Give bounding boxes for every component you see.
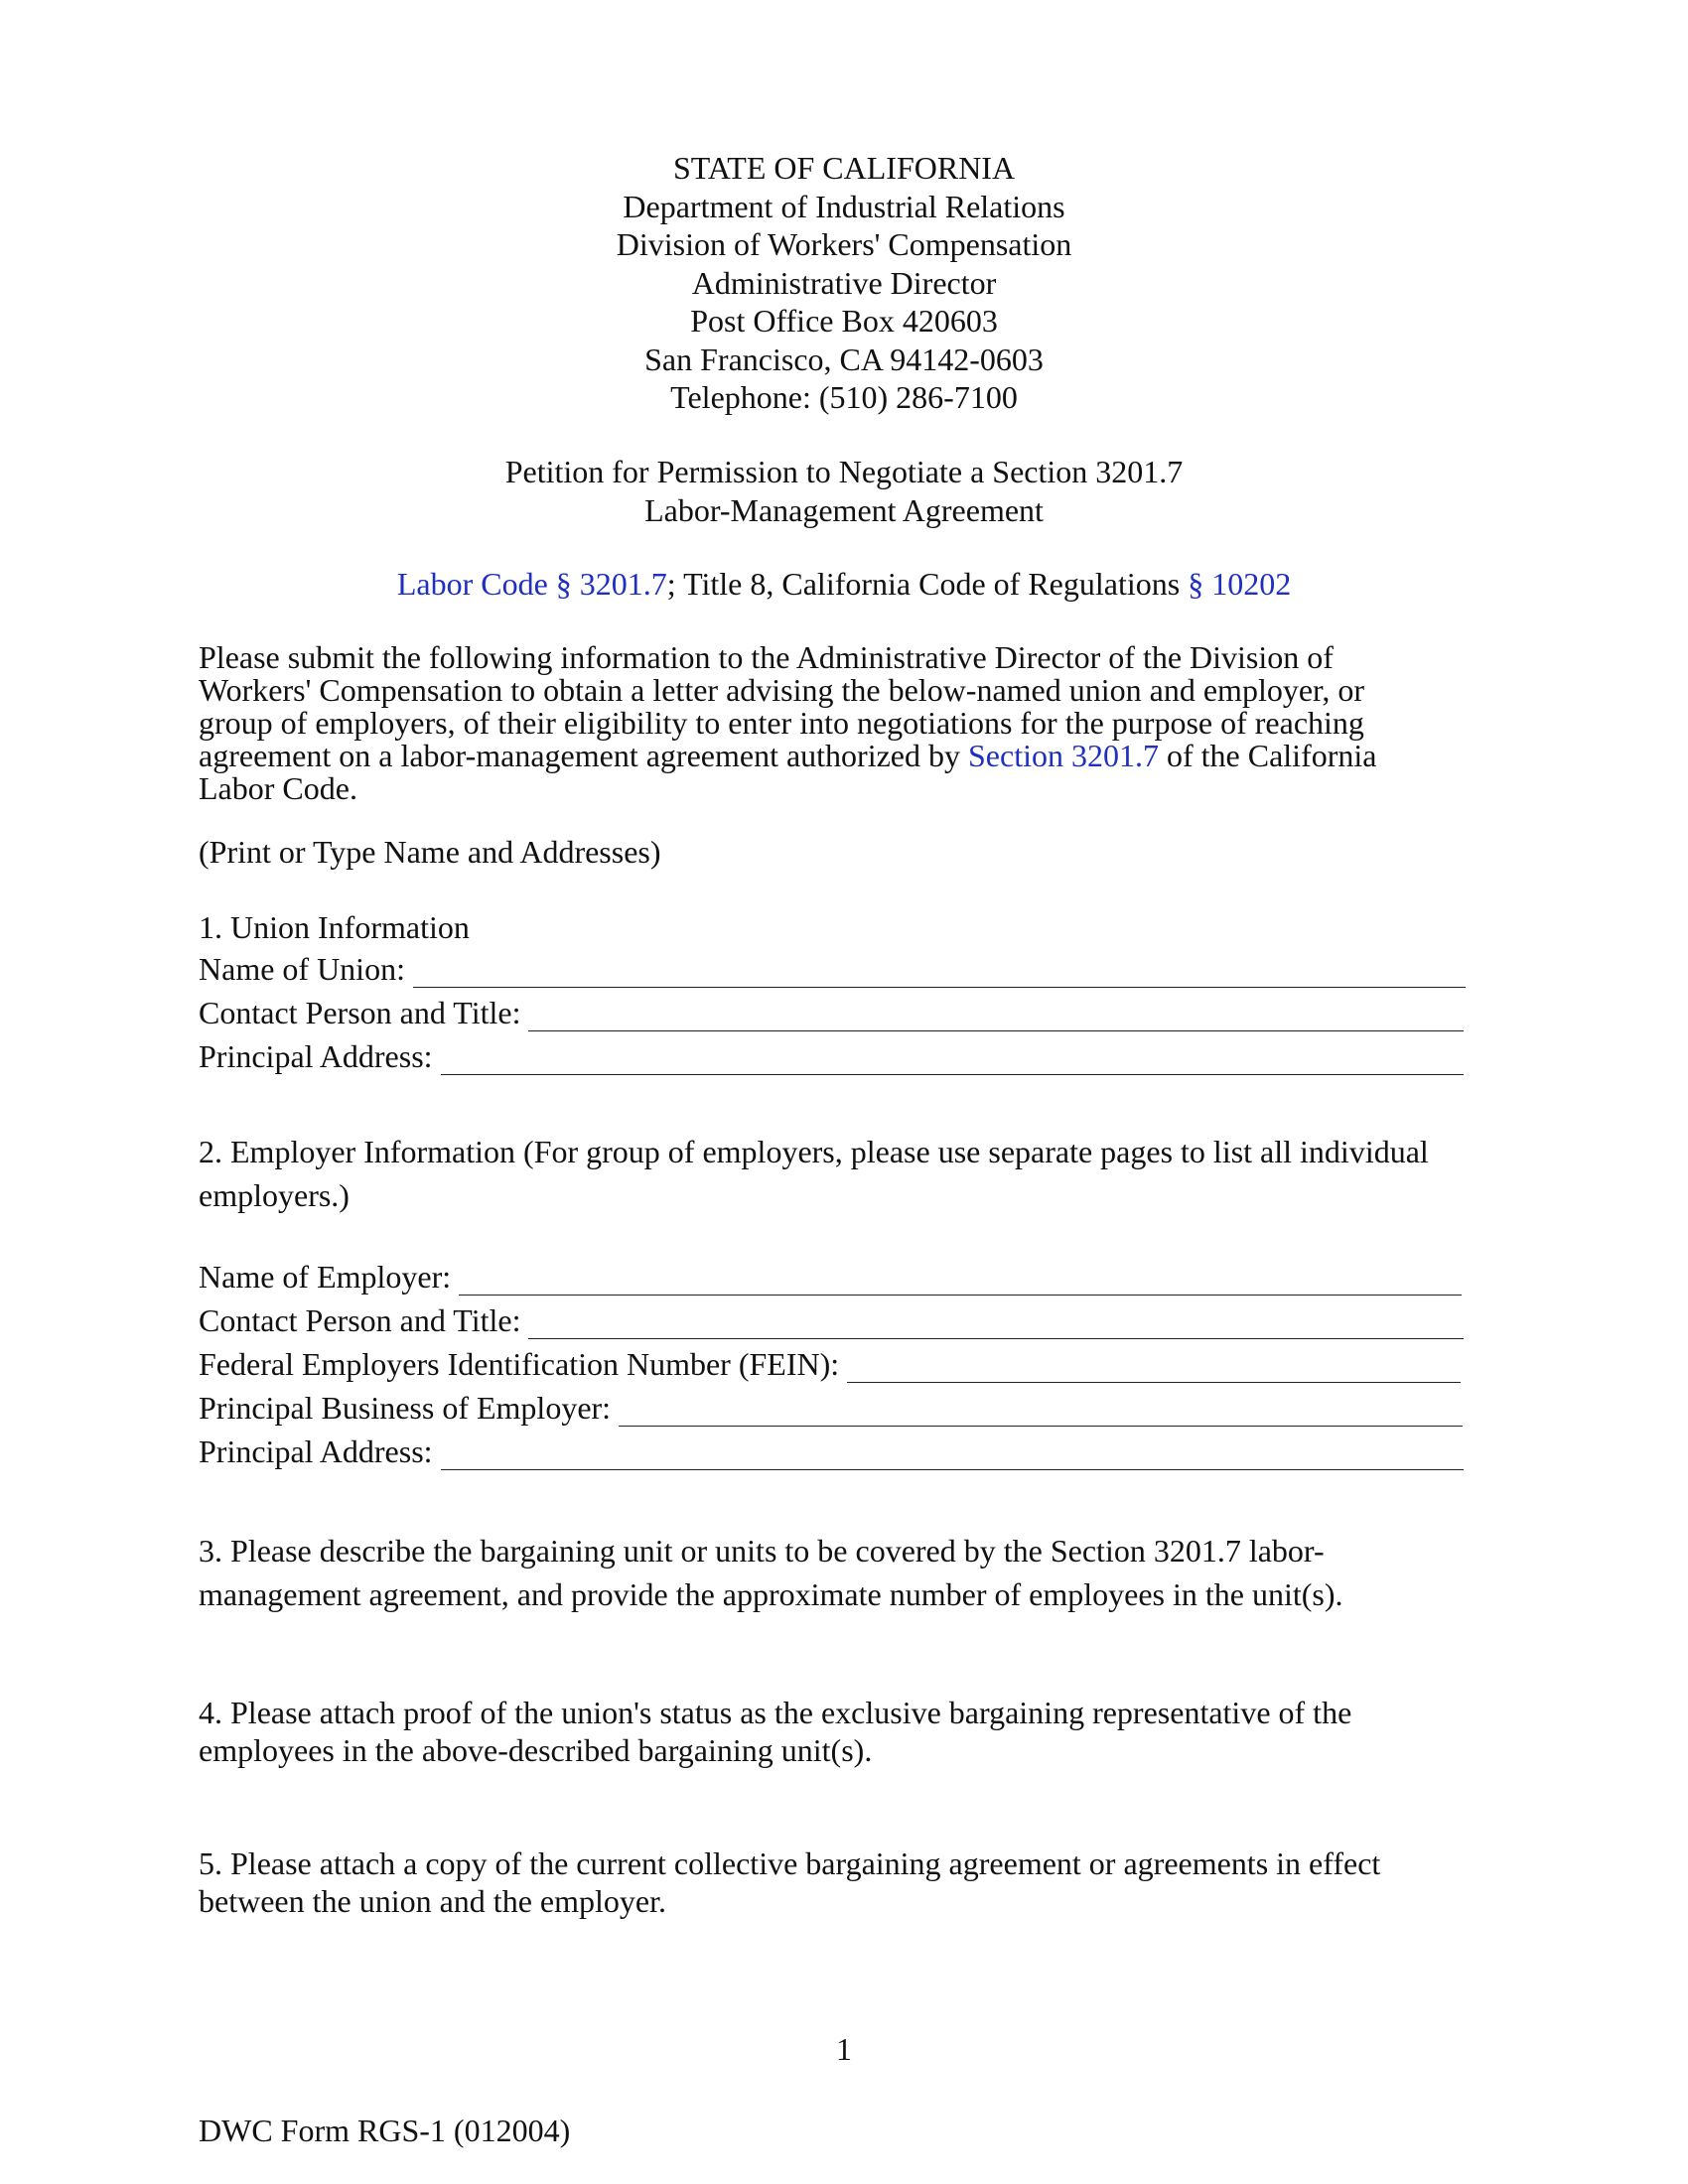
item-3-line-1: 3. Please describe the bargaining unit or units to be covered by the Section 3201.7 labor- <box>199 1533 1325 1569</box>
intro-line-3: group of employers, of their eligibility to enter into negotiations for the purpose of reaching <box>199 705 1364 741</box>
employer-fein-row <box>199 1346 1461 1383</box>
intro-line-5: Labor Code. <box>199 770 357 806</box>
union-name-row <box>199 951 1466 988</box>
print-note: (Print or Type Name and Addresses) <box>199 834 661 870</box>
item-5-paragraph <box>199 1844 1380 1920</box>
union-contact-field[interactable] <box>528 1001 1464 1031</box>
labor-code-link[interactable]: Labor Code § 3201.7 <box>396 566 667 602</box>
employer-heading-line-2: employers.) <box>199 1177 350 1213</box>
item-5-line-2: between the union and the employer. <box>199 1883 666 1919</box>
employer-business-row <box>199 1390 1463 1427</box>
union-name-field[interactable] <box>413 957 1466 988</box>
employer-heading-line-1: 2. Employer Information (For group of employers, please use separate pages to list all individual <box>199 1134 1429 1169</box>
intro-line-4 <box>199 740 1489 772</box>
item-4-line-1: 4. Please attach proof of the union's status as the exclusive bargaining representative of the <box>199 1695 1352 1730</box>
union-address-field[interactable] <box>441 1044 1464 1075</box>
regulation-10202-link[interactable]: § 10202 <box>1188 566 1292 602</box>
employer-address-field[interactable] <box>441 1439 1464 1470</box>
union-contact-row <box>199 995 1464 1031</box>
employer-contact-field[interactable] <box>528 1308 1464 1339</box>
header-line-po-box: Post Office Box 420603 <box>690 303 998 339</box>
employer-address-row <box>199 1433 1464 1470</box>
header-line-city: San Francisco, CA 94142-0603 <box>644 341 1044 377</box>
intro-line-4-text: agreement on a labor-management agreement authorized by <box>199 738 968 773</box>
petition-title <box>0 453 1688 530</box>
intro-line-4-tail: of the California <box>1158 738 1377 773</box>
employer-address-label: Principal Address: <box>199 1433 433 1469</box>
employer-fein-field[interactable] <box>847 1352 1461 1383</box>
employer-contact-row <box>199 1302 1464 1339</box>
employer-business-label: Principal Business of Employer: <box>199 1390 612 1426</box>
petition-title-line-1: Petition for Permission to Negotiate a Section 3201.7 <box>504 454 1184 489</box>
petition-title-line-2: Labor-Management Agreement <box>644 492 1044 528</box>
agency-header <box>0 149 1688 417</box>
section-3201-7-link[interactable]: Section 3201.7 <box>968 738 1159 773</box>
item-5-line-1: 5. Please attach a copy of the current collective bargaining agreement or agreements in effect <box>199 1845 1381 1881</box>
header-line-telephone: Telephone: (510) 286-7100 <box>670 379 1018 415</box>
page-number: 1 <box>836 2031 852 2067</box>
form-identifier: DWC Form RGS-1 (012004) <box>199 2113 571 2148</box>
item-4-paragraph <box>199 1694 1351 1769</box>
union-address-label: Principal Address: <box>199 1038 433 1074</box>
employer-business-field[interactable] <box>619 1396 1463 1427</box>
item-4-line-2: employees in the above-described bargaining unit(s). <box>199 1732 873 1768</box>
legal-citation <box>0 566 1688 603</box>
header-line-department: Department of Industrial Relations <box>623 188 1065 224</box>
employer-name-field[interactable] <box>459 1265 1462 1296</box>
header-line-state: STATE OF CALIFORNIA <box>672 150 1016 186</box>
item-3-paragraph <box>199 1529 1343 1616</box>
intro-line-1: Please submit the following information to the Administrative Director of the Division of <box>199 639 1334 675</box>
employer-contact-label: Contact Person and Title: <box>199 1302 521 1338</box>
header-line-director: Administrative Director <box>691 264 997 301</box>
employer-section-heading <box>199 1130 1429 1217</box>
union-section-heading: 1. Union Information <box>199 909 470 945</box>
item-3-line-2: management agreement, and provide the approximate number of employees in the unit(s). <box>199 1576 1343 1612</box>
intro-line-2: Workers' Compensation to obtain a letter advising the below-named union and employer, or <box>199 672 1365 708</box>
union-address-row <box>199 1038 1464 1075</box>
union-name-label: Name of Union: <box>199 951 405 987</box>
employer-name-row <box>199 1259 1462 1296</box>
employer-fein-label: Federal Employers Identification Number (FEIN): <box>199 1346 840 1382</box>
intro-paragraph <box>199 641 1489 805</box>
header-line-division: Division of Workers' Compensation <box>616 226 1072 262</box>
employer-name-label: Name of Employer: <box>199 1259 452 1295</box>
union-contact-label: Contact Person and Title: <box>199 995 521 1030</box>
citation-middle-text: ; Title 8, California Code of Regulations <box>666 566 1189 602</box>
